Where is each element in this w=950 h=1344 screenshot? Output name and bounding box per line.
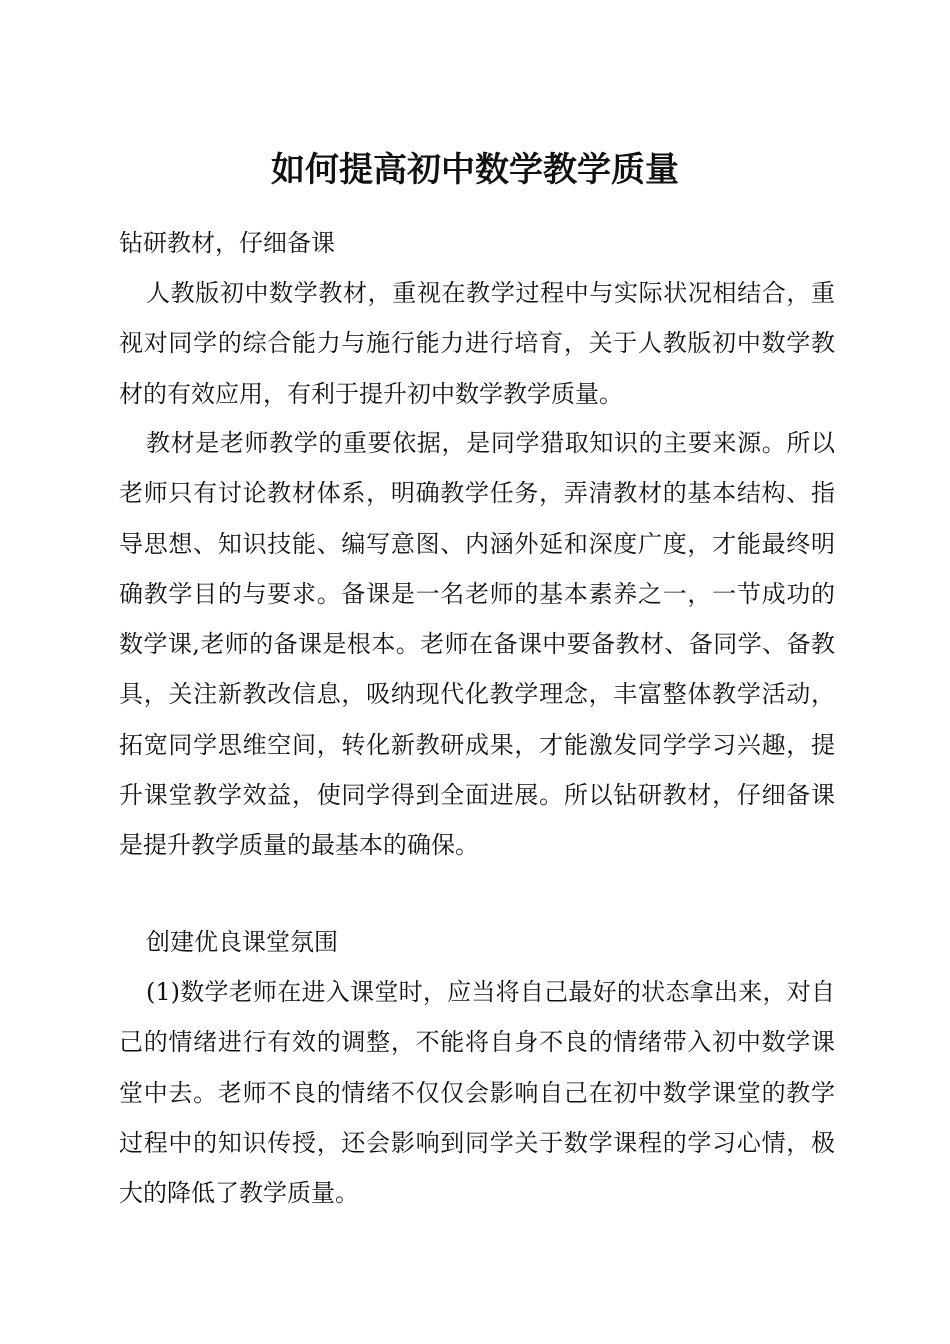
- section-heading-1: 钻研教材，仔细备课: [119, 229, 335, 257]
- paragraph-2: 教材是老师教学的重要依据，是同学猎取知识的主要来源。所以老师只有讨论教材体系，明确教学任务，弄清教材的基本结构、指导思想、知识技能、编写意图、内涵外延和深度广度，才能最终明确教学目的与要求。备课是一名老师的基本素养之一，一节成功的数学课,老师的备课是根本。老师在备课中要备教材、备同学、备教具，关注新教改信息，吸纳现代化教学理念，丰富整体教学活动，拓宽同学思维空间，转化新教研成果，才能激发同学学习兴趣，提升课堂教学效益，使同学得到全面进展。所以钻研教材，仔细备课是提升教学质量的最基本的确保。: [119, 429, 835, 860]
- paragraph-1: 人教版初中数学教材，重视在教学过程中与实际状况相结合，重视对同学的综合能力与施行能力进行培育，关于人教版初中数学教材的有效应用，有利于提升初中数学教学质量。: [119, 279, 835, 408]
- paragraph-3: (1)数学老师在进入课堂时，应当将自己最好的状态拿出来，对自己的情绪进行有效的调整，不能将自身不良的情绪带入初中数学课堂中去。老师不良的情绪不仅仅会影响自己在初中数学课堂的教学过程中的知识传授，还会影响到同学关于数学课程的学习心情，极大的降低了教学质量。: [119, 978, 835, 1208]
- section-heading-2: 创建优良课堂氛围: [146, 928, 338, 956]
- document-title: 如何提高初中数学教学质量: [271, 150, 679, 190]
